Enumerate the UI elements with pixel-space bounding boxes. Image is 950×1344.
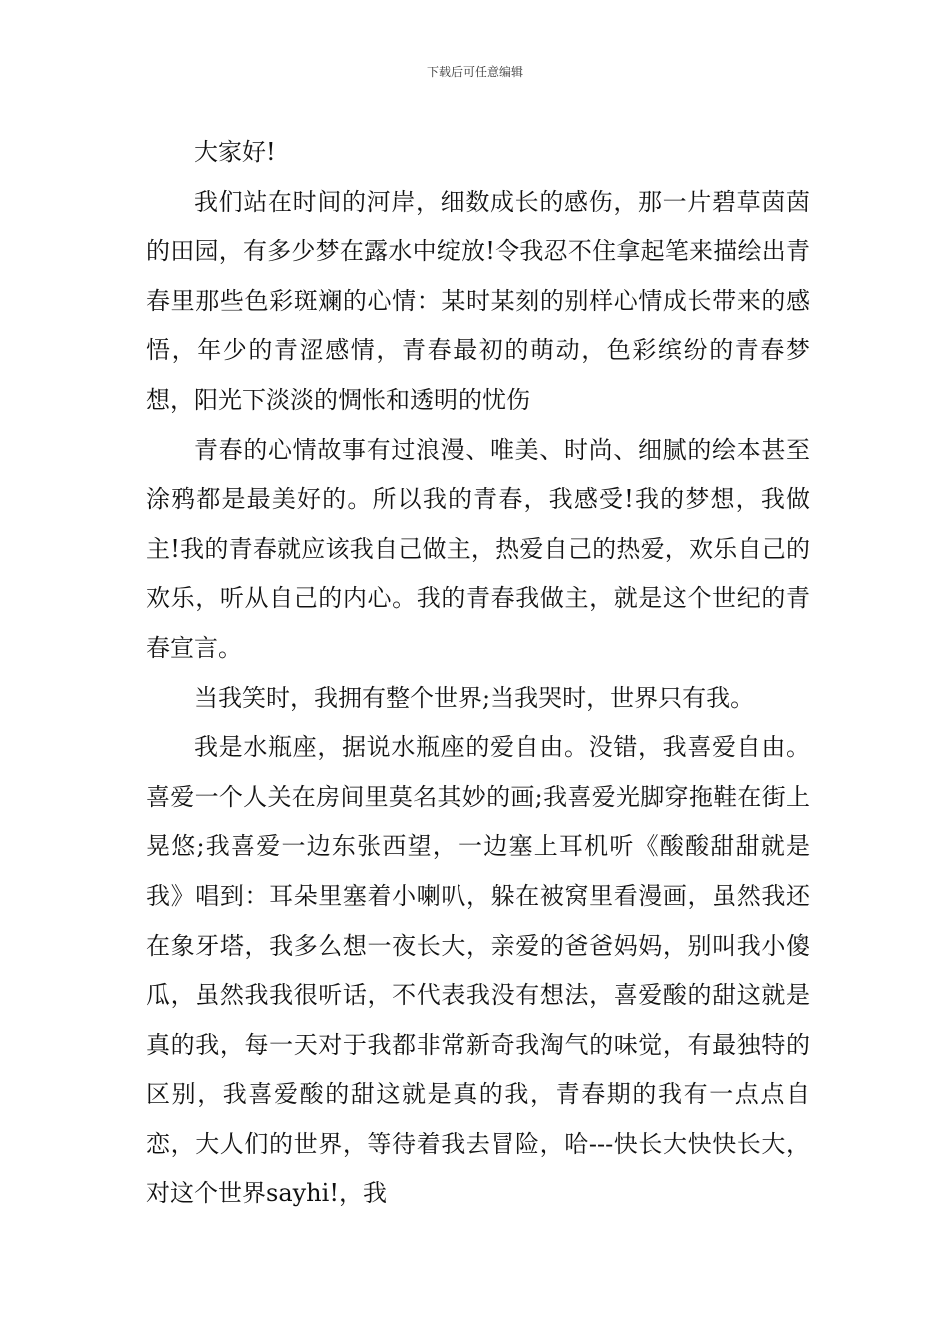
paragraph-greeting: 大家好! <box>194 138 276 166</box>
document-body <box>146 128 810 1219</box>
paragraph-river-bank: 我们站在时间的河岸，细数成长的感伤，那一片碧草茵茵的田园，有多少梦在露水中绽放!令我忍不住拿起笔来描绘出青春里那些色彩斑斓的心情：某时某刻的别样心情成长带来的感悟，年少的青涩感情，青春最初的萌动，色彩缤纷的青春梦想，阳光下淡淡的惆怅和透明的忧伤 <box>146 187 810 414</box>
paragraph-laugh-cry: 当我笑时，我拥有整个世界;当我哭时，世界只有我。 <box>194 683 755 712</box>
paragraph-youth-stories: 青春的心情故事有过浪漫、唯美、时尚、细腻的绘本甚至涂鸦都是最美好的。所以我的青春，我感受!我的梦想，我做主!我的青春就应该我自己做主，热爱自己的热爱，欢乐自己的欢乐，听从自己的内心。我的青春我做主，就是这个世纪的青春宣言。 <box>146 435 810 662</box>
page-header: 下载后可任意编辑 <box>426 65 523 79</box>
paragraph-aquarius: 我是水瓶座，据说水瓶座的爱自由。没错，我喜爱自由。喜爱一个人关在房间里莫名其妙的画;我喜爱光脚穿拖鞋在街上晃悠;我喜爱一边东张西望，一边塞上耳机听《酸酸甜甜就是我》唱到：耳朵里塞着小喇叭，躲在被窝里看漫画，虽然我还在象牙塔，我多么想一夜长大，亲爱的爸爸妈妈，别叫我小傻瓜，虽然我我很听话，不代表我没有想法，喜爱酸的甜这就是真的我，每一天对于我都非常新奇我淘气的味觉，有最独特的区别，我喜爱酸的甜这就是真的我，青春期的我有一点点自恋，大人们的世界，等待着我去冒险，哈---快长大快快长大，对这个世界sayhi!，我 <box>146 733 810 1208</box>
